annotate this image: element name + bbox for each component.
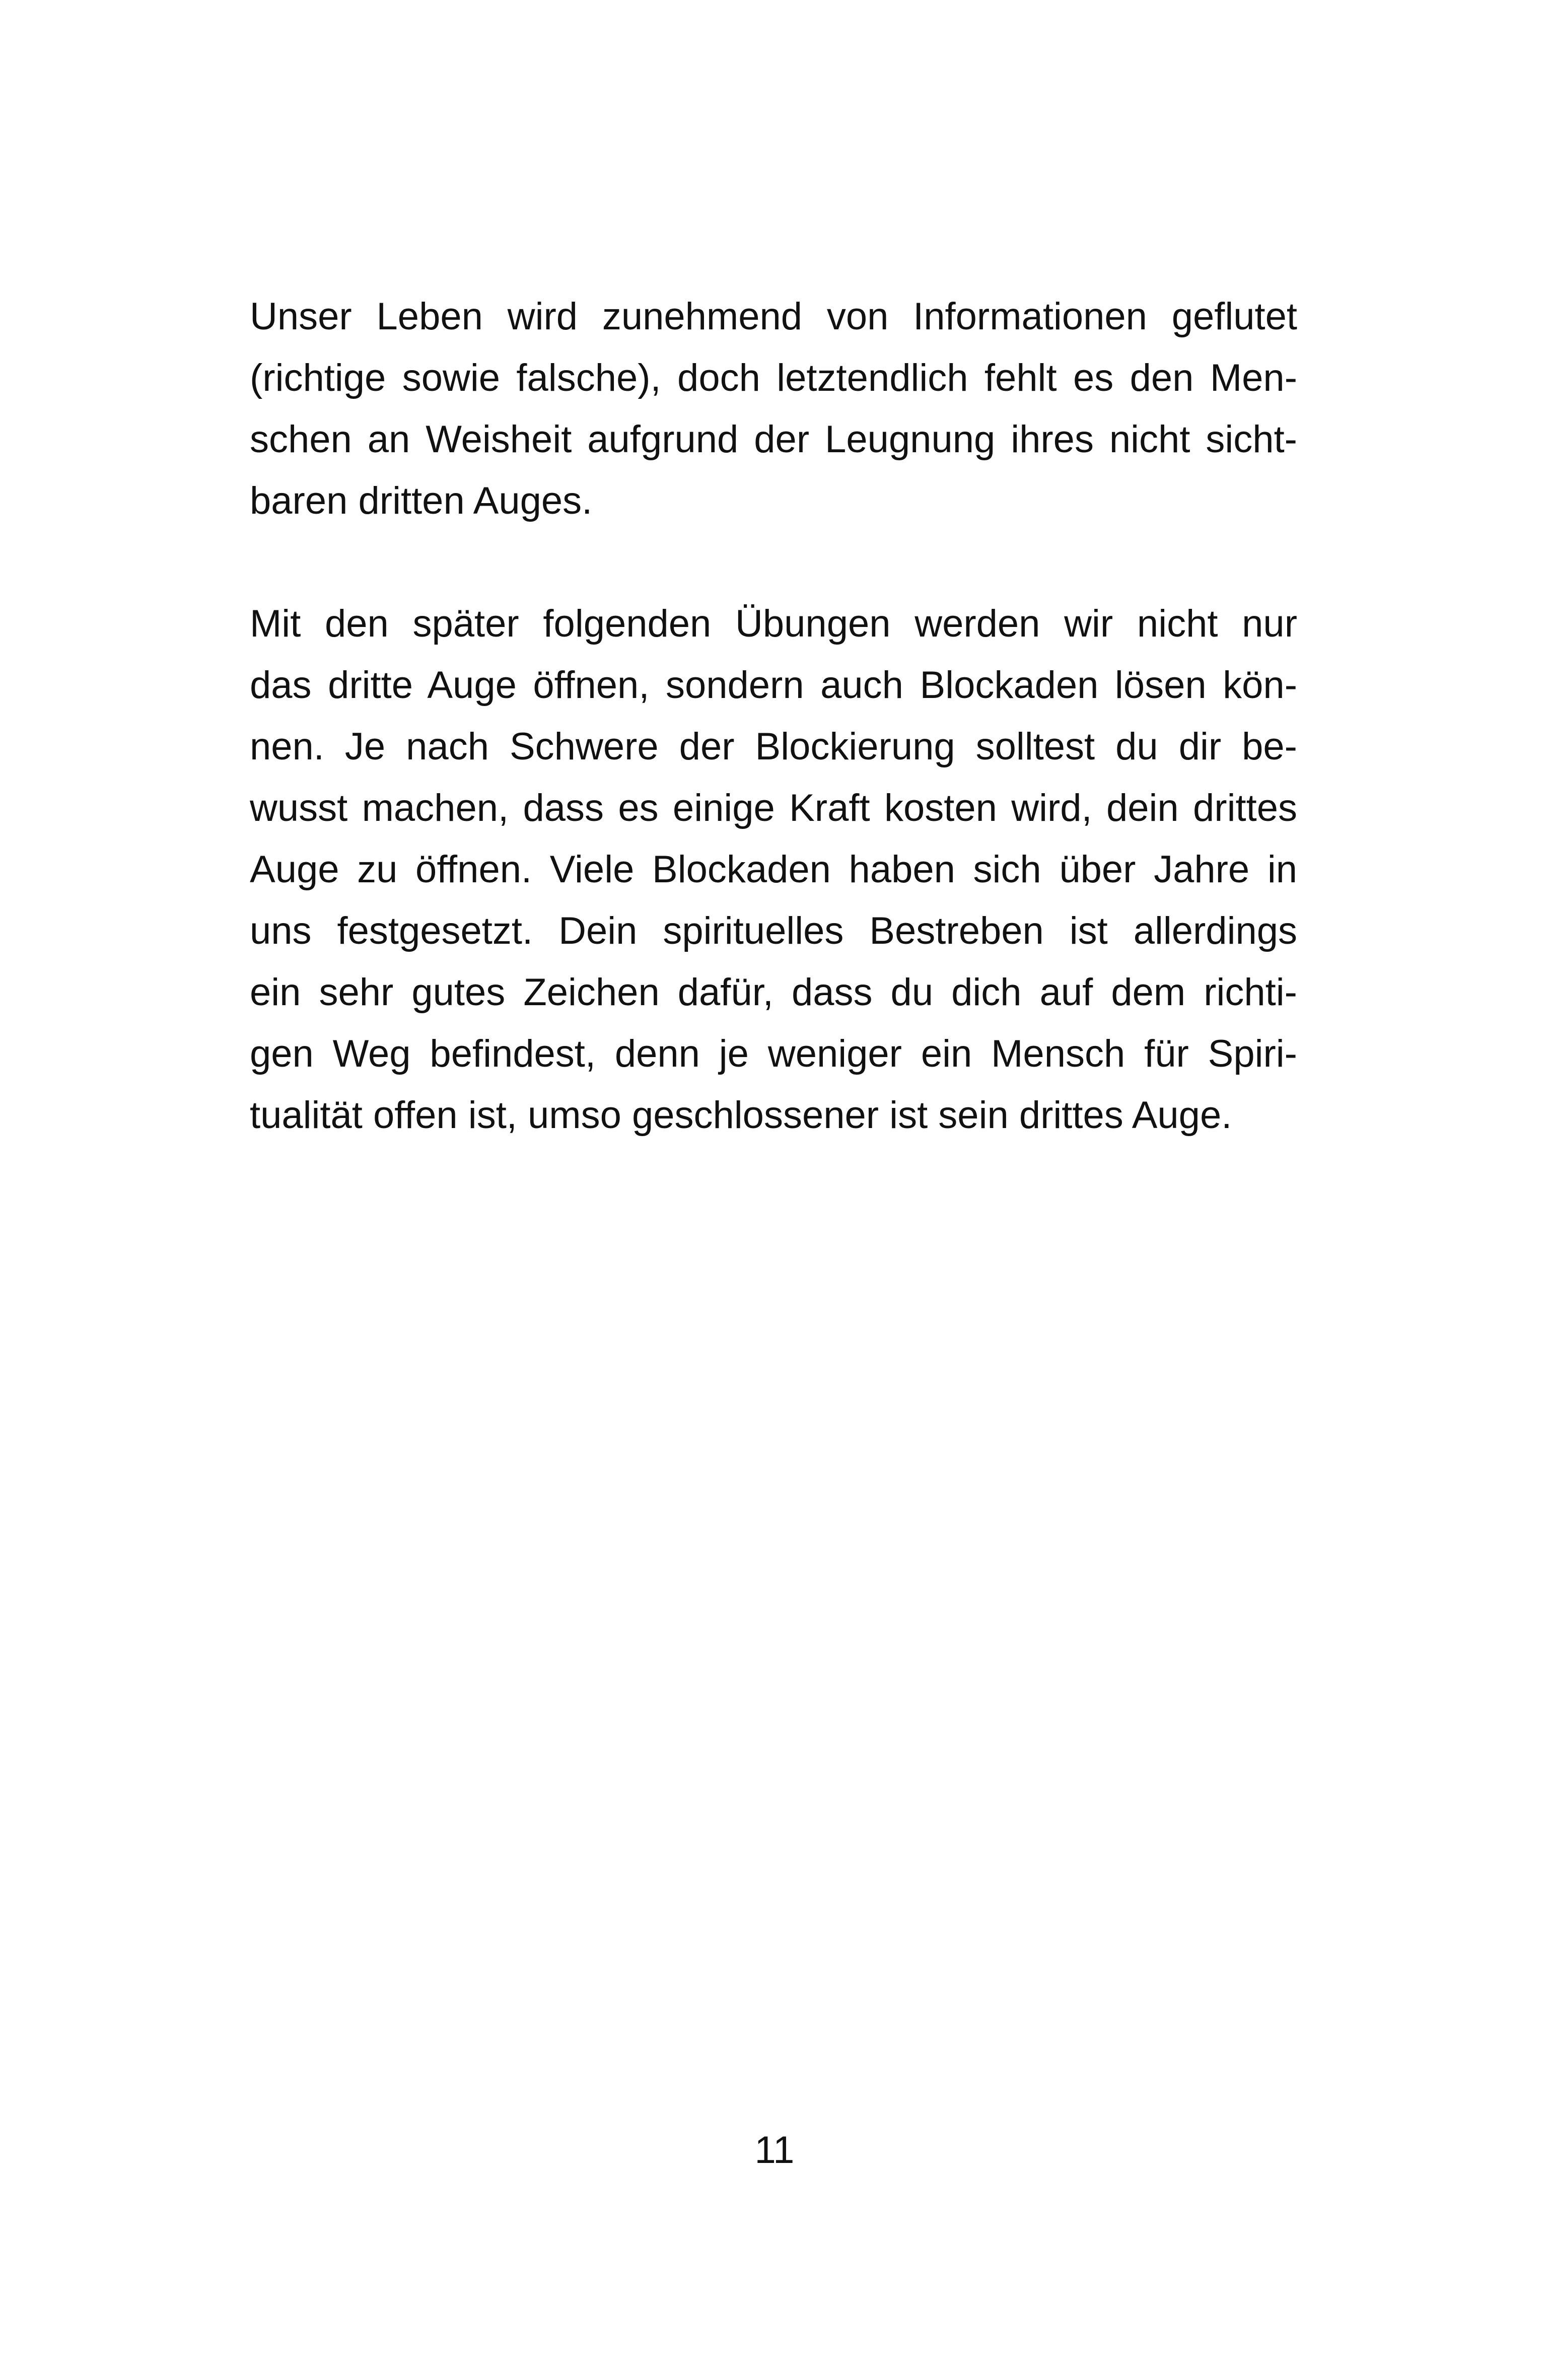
text-line: tualität offen ist, umso geschlossener ist sein drittes Auge.: [250, 1094, 1232, 1137]
text-line: gen Weg befindest, denn je weniger ein Mensch für Spiri-: [250, 1032, 1297, 1075]
text-line: baren dritten Auges.: [250, 479, 593, 522]
text-line: nen. Je nach Schwere der Blockierung solltest du dir be-: [250, 725, 1297, 768]
text-line: Mit den später folgenden Übungen werden wir nicht nur: [250, 602, 1297, 645]
text-line: uns festgesetzt. Dein spirituelles Bestreben ist allerdings: [250, 909, 1297, 952]
text-line: schen an Weisheit aufgrund der Leugnung ihres nicht sicht-: [250, 418, 1297, 461]
text-line: wusst machen, dass es einige Kraft kosten wird, dein drittes: [250, 787, 1297, 829]
text-line: Unser Leben wird zunehmend von Informationen geflutet: [250, 295, 1297, 338]
paragraph-1: [250, 286, 1297, 532]
text-line: Auge zu öffnen. Viele Blockaden haben sich über Jahre in: [250, 848, 1297, 891]
page-number: 11: [754, 2129, 795, 2172]
paragraph-2: [250, 593, 1297, 1146]
text-line: (richtige sowie falsche), doch letztendlich fehlt es den Men-: [250, 357, 1297, 399]
text-line: das dritte Auge öffnen, sondern auch Blockaden lösen kön-: [250, 664, 1297, 707]
text-line: ein sehr gutes Zeichen dafür, dass du dich auf dem richti-: [250, 971, 1297, 1014]
